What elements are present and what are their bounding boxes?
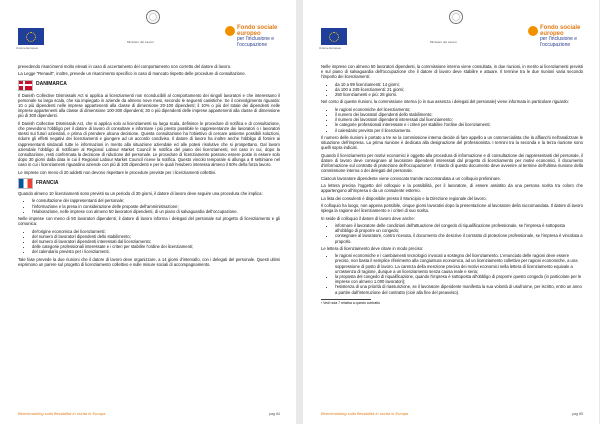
eu-flag-icon xyxy=(321,28,347,45)
france-flag-icon xyxy=(18,178,33,189)
list-item: • da 100 a 249 licenziamenti: 21 giorni; xyxy=(335,87,583,92)
footer-title: Benchmarking sulla flessibilità in uscita in Europa xyxy=(18,411,106,416)
list-item: • delle categorie professionali interessate e i criteri per stabilire l'ordine dei licenziamenti; xyxy=(32,244,280,249)
page-header xyxy=(0,8,296,52)
country-name: DANIMARCA xyxy=(36,81,67,88)
list-item: • il numero dei lavoratori dipendenti dello stabilimento; xyxy=(335,112,583,117)
paragraph: Nel corso di queste riunioni, la commissione interna (o in sua assenza i delegati del personale) viene informata in particolare riguardo: xyxy=(321,99,569,105)
paragraph: Quando il licenziamento per motivi economici è oggetto alla procedura di informazione e di consultazione dei rappresentanti del personale, il datore di lavoro deve consegnare al lavoratore dipendenti interessati dal progetto di licenziamento per motivi economici, il documento d'informazione sul contratto di protezione dell'occupazione³. Il ritardo di questo documento deve avvenire al termine dell'ultima riunione della commissione interna o dei delegati del personale. xyxy=(321,152,583,174)
paragraph: La lettera precisa l'oggetto del colloquio e la possibilità, per il lavoratore, di essere assistito da una persona scelta tra coloro che appartengono all'impresa o da un consulente esterno. xyxy=(321,183,583,194)
bullet-list xyxy=(18,198,280,214)
bullet-list xyxy=(321,223,583,244)
paragraph: Tale fase prevede la due riunioni che il datore di lavoro deve organizzare, a 14 giorni d'intervallo, con i delegati del personale. Questi ultimi esprimono un parere sul progetto di licenziamento collettivo e sulle misure sociali di accompagnamento. xyxy=(18,256,280,267)
paragraph: Le lettera di licenziamento deve citare in modo preciso: xyxy=(321,245,424,251)
page-number: pag 85 xyxy=(572,412,583,416)
page-number: pag 84 xyxy=(269,412,280,416)
paragraph: Nelle imprese con almeno 50 lavoratori dipendenti, la commissione interna viene consultata, in due riunioni, in merito ai licenziamenti previsti e sul piano di salvaguardia dell'occupazione che il datore di lavoro deve stabilire e attuare. Il termine tra le due riunioni varia secondo l'importo dei licenziamenti: xyxy=(321,64,583,80)
list-item: • del'origine economica dei licenziamenti; xyxy=(32,229,280,234)
footnote: ³ Vedi nota 7 relativa a questo contratto xyxy=(321,300,380,305)
list-item: • le consultazione dei rappresentanti del personale; xyxy=(32,198,280,203)
paragraph: prevedendo risarcimenti molto elevati in caso di accertamento del comportamento non corretto del datore di lavoro. xyxy=(18,64,232,69)
right-page xyxy=(303,0,599,424)
list-item: • la proposta del congedo di riqualificazione, quando l'impresa è sottoposta all'obbligo di proporre questo congedo (in particolare per le imprese con almeno 1.000 lavoratori); xyxy=(335,274,583,284)
list-item: • il calendario previsto per il licenziamento. xyxy=(335,128,583,133)
country-name: FRANCIA xyxy=(36,179,59,186)
page-header xyxy=(303,8,599,52)
bullet-list xyxy=(321,107,583,133)
paragraph: Quando almeno 10 licenziamenti sono previsti su un periodo di 30 giorni, il datore di lavoro deve seguire una procedura che implica: xyxy=(18,191,263,197)
list-item: • del calendario previsto per i licenziamenti. xyxy=(32,249,280,254)
fse-logo-icon xyxy=(528,26,538,36)
fse-label: Fondo sociale europeo per l'inclusione e l'occupazione xyxy=(237,25,278,48)
paragraph: Nelle imprese con meno di 50 lavoratori dipendenti, il datore di lavoro informa i delegati del personale sul progetto di licenziamento e gli comunica: xyxy=(18,216,280,227)
country-heading-france xyxy=(18,178,280,189)
country-heading-denmark xyxy=(18,80,280,91)
paragraph: La Legge "Renault", inoltre, prevede un risarcimento specifico in caso di mancato rispetto delle procedure di consultazione. xyxy=(18,71,246,77)
ministry-label: Ministero del Lavoro xyxy=(127,40,155,44)
list-item: • le categorie professionali interessate e i criteri per stabilire l'ordine dei licenziamenti; xyxy=(335,122,583,127)
eu-label: Unione Europea xyxy=(319,46,341,50)
paragraph: Il Danish Collective Dismissals Act si applica ai licenziamenti non riconducibili al comportamento dei singoli lavoratori e che interessano il personale su larga scala, che sia impiegato in aziende da almeno nove mesi, secondo le seguenti casistiche. Se il coinvolgimento riguarda: 10 o più dipendenti nelle imprese appartenenti alla classe di dimensione 20-100 dipendenti; il 10% o più del totale dei dipendenti nelle imprese appartenenti alla classe di dimensione 100-300 dipendenti; 30 o più dipendenti delle imprese appartenenti alla classe di dimensione più di 300 dipendenti. xyxy=(18,92,280,119)
paragraph: Il Danish Collective Dismissals Act, che si applica solo ai licenziamenti su larga scala, definisce le procedure di notifica e di consultazione, che prevedono l'obbligo per il datore di lavoro di consultare e informare i più presto possibile le rappresentanze dei lavoratori o i lavoratori stessi sui futuri aziendali, e prima di prendere alcuna decisione. Questa consultazione ha l'obiettivo di cercare assieme possibili soluzioni, ridurre gli effetti negativi dei licenziamenti e giungere ad un accordo condiviso. Il datore di lavoro ha inoltre anche l'obbligo di fornire ai rappresentanti sindacali tutte le informazioni in merito alla situazione aziendale ed alle potesi risolutive che si prospettano. Dal lavoro aziendale l'obbligo di notificare al Regional Labour Market Council le notifica del piano dei licenziamenti, nel caso in cui, dopo la consultazione, resti confermata la decisione di riduzione del personale. Le procedure di licenziamento possono essere poste in essere solo dopo 30 giorni dalla data in cui il Regional Labour Market Council riceve la notifica. Questo vincolo temporale si allunga a 8 settimane nel caso in cui i licenziamenti riguardino aziende con più di 100 dipendenti e per le quali l'esubero interessa almeno il 50% della forza lavoro. xyxy=(18,120,280,168)
bullet-list xyxy=(321,82,583,98)
paragraph: La lista dei consulenti è disponibile presso il Municipio e la Direzione regionale del lavoro. xyxy=(321,195,487,201)
footnote-rule xyxy=(321,299,371,300)
list-item: • l'elaborazione, nelle imprese con almeno 50 lavoratori dipendenti, di un piano di salvaguardia dell'occupazione. xyxy=(32,209,280,214)
list-item: • il numero dei lavoratori dipendenti interessati dal licenziamento; xyxy=(335,117,583,122)
list-item: • l'esistenza di una priorità di riassunzione, se il lavoratore dipendente manifesta la sua volontà di usufruirne, per iscritto, entro un anno a partire dall'interruzione del contratto (cioè alla fine del preavviso). xyxy=(335,284,583,294)
republic-emblem-icon xyxy=(449,10,463,24)
bullet-list xyxy=(18,229,280,255)
list-item: • l'informazione e la presa in considerazione delle proposte dell'amministrazione; xyxy=(32,204,280,209)
list-item: • da 10 a 99 licenziamenti: 14 giorni; xyxy=(335,82,583,87)
republic-emblem-icon xyxy=(146,10,160,24)
list-item: • del numero di lavoratori dipendenti dello stabilimento; xyxy=(32,234,280,239)
list-item: • 250 licenziamenti e più: 28 giorni. xyxy=(335,92,583,97)
list-item: • del numero di lavoratori dipendenti interessati dal licenziamento; xyxy=(32,239,280,244)
eu-flag-icon xyxy=(18,28,44,45)
list-item: • le ragioni economiche del licenziamento; xyxy=(335,107,583,112)
fse-logo-icon xyxy=(225,26,235,36)
footer-title: Benchmarking sulla flessibilità in uscita in Europa xyxy=(321,411,409,416)
eu-label: Unione Europea xyxy=(16,46,38,50)
page-footer xyxy=(321,408,583,416)
page-footer xyxy=(18,408,280,416)
list-item: • consegnare al lavoratore, contro ricevuta, il documento che descrive il contratto di protezione professionale, se l'impresa è vincolata a proporlo. xyxy=(335,233,583,243)
left-page xyxy=(0,0,296,424)
page-body xyxy=(18,64,280,269)
ministry-label: Ministero del Lavoro xyxy=(430,40,458,44)
paragraph: Il numero delle riunioni è portato a tre se la commissione interna decide di fare appello a un commercialista che la affianchi nell'analizzare le situazione dell'impresa. La prima riunione è dedicata alla designazione del professionista. I termini tra la seconda e la terza riunione sono quelli sopra indicati. xyxy=(321,134,583,151)
list-item: • le ragioni economiche e i cambiamenti tecnologici invocati a sostegno del licenziamento. L'enunciato delle ragioni deve essere preciso, non basta il semplice riferimento alla congiuntura economica, ad un licenziamento collettivo per ragioni economiche, a una soppressione di posto di lavoro. La carenza della menzione precisa dei motivi economici nella lettera di licenziamento equivale a un'assenza di ragione, dunque a un licenziamento senza causa reale e seria; xyxy=(335,253,583,274)
fse-label: Fondo sociale europeo per l'inclusione e l'occupazione xyxy=(540,25,581,48)
list-item: • informare il lavoratore delle condizioni dell'attuazione del congedo di riqualificazione professionale, se l'impresa è sottoposta all'obbligo di proporre un congedo; xyxy=(335,223,583,233)
denmark-flag-icon xyxy=(18,80,33,91)
page-body xyxy=(321,64,583,306)
paragraph: Ciascun lavoratore dipendente viene convocato tramite raccomandata a un colloquio preliminare. xyxy=(321,175,501,181)
paragraph: Il colloquio ha luogo, non appena possibile, cinque giorni lavorativi dopo la presentazione al lavoratore della raccomandata. Il datore di lavoro spiega la ragione del licenziamento e i criteri di suo scelta. xyxy=(321,202,583,214)
paragraph: In seide di colloquio il datore di lavoro deve anche: xyxy=(321,215,415,221)
bullet-list xyxy=(321,253,583,295)
paragraph: Le imprese con meno di 20 addetti non devono rispettare le procedure previste per i licenziamenti collettivi. xyxy=(18,169,217,175)
